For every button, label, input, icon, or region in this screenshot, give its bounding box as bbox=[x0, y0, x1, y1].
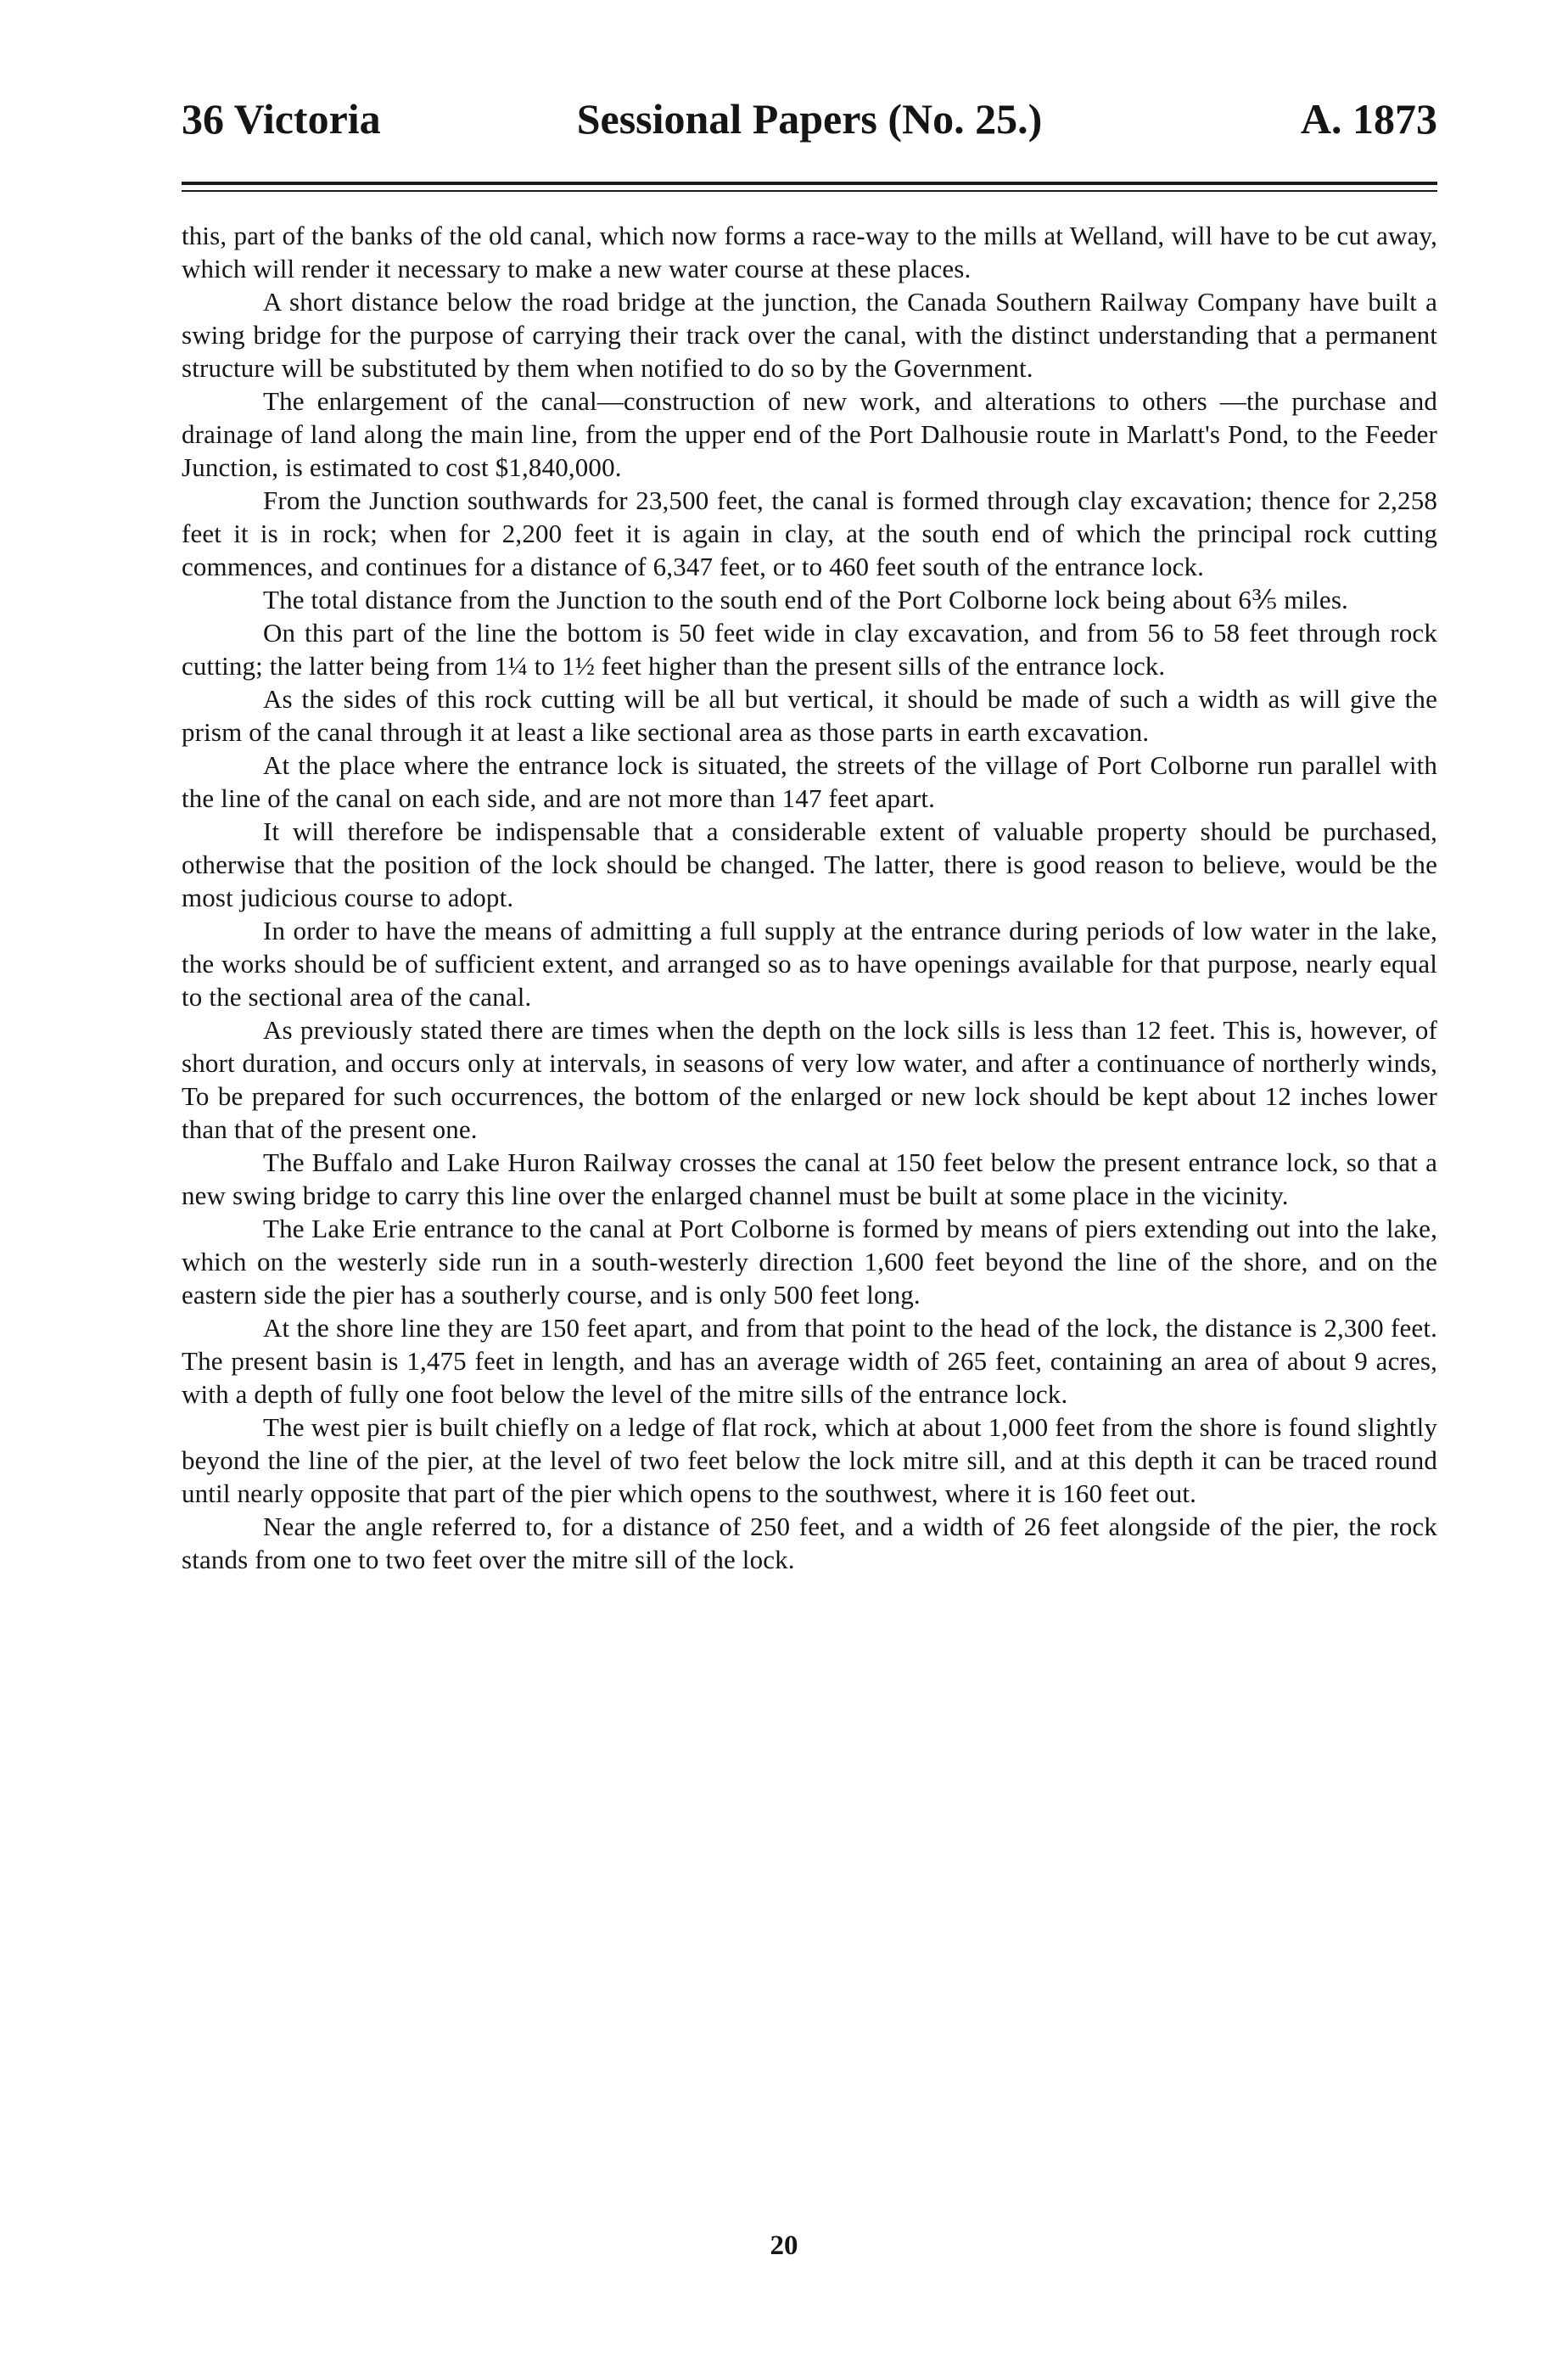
body-text bbox=[182, 219, 1437, 1576]
paragraph: The Buffalo and Lake Huron Railway crosses the canal at 150 feet below the present entrance lock, so that a new swing bridge to carry this line over the enlarged channel must be built at some place in the vicinity. bbox=[182, 1147, 1437, 1210]
paragraph: As previously stated there are times when the depth on the lock sills is less than 12 feet. This is, however, of short duration, and occurs only at intervals, in seasons of very low water, and after a continuance of northerly winds, To be prepared for such occurrences, the bottom of the enlarged or new lock should be kept about 12 inches lower than that of the present one. bbox=[182, 1015, 1437, 1144]
paragraph: At the shore line they are 150 feet apart, and from that point to the head of the lock, the distance is 2,300 feet. The present basin is 1,475 feet in length, and has an average width of 265 feet, containing an area of about 9 acres, with a depth of fully one foot below the level of the mitre sills of the entrance lock. bbox=[182, 1313, 1437, 1409]
paragraph: Near the angle referred to, for a distance of 250 feet, and a width of 26 feet alongside of the pier, the rock stands from one to two feet over the mitre sill of the lock. bbox=[182, 1512, 1437, 1574]
paragraph: In order to have the means of admitting a full supply at the entrance during periods of low water in the lake, the works should be of sufficient extent, and arranged so as to have openings available for that purpose, nearly equal to the sectional area of the canal. bbox=[182, 916, 1437, 1012]
header-rule-thin bbox=[182, 190, 1437, 192]
paragraph: A short distance below the road bridge at the junction, the Canada Southern Railway Company have built a swing bridge for the purpose of carrying their track over the canal, with the distinct understanding that a permanent structure will be substituted by them when notified to do so by the Government. bbox=[182, 287, 1437, 383]
paragraph: As the sides of this rock cutting will be all but vertical, it should be made of such a width as will give the prism of the canal through it at least a like sectional area as those parts in earth excavation. bbox=[182, 684, 1437, 747]
paragraph: The total distance from the Junction to the south end of the Port Colborne lock being about 6⅗ miles. bbox=[263, 585, 1348, 614]
paragraph: The enlargement of the canal—construction of new work, and alterations to others —the purchase and drainage of land along the main line, from the upper end of the Port Dalhousie route in Marlatt's Pond, to the Feeder Junction, is estimated to cost $1,840,000. bbox=[182, 386, 1437, 482]
paragraph: At the place where the entrance lock is situated, the streets of the village of Port Colborne run parallel with the line of the canal on each side, and are not more than 147 feet apart. bbox=[182, 750, 1437, 813]
paragraph: It will therefore be indispensable that a considerable extent of valuable property should be purchased, otherwise that the position of the lock should be changed. The latter, there is good reason to believe, would be the most judicious course to adopt. bbox=[182, 816, 1437, 912]
page-number: 20 bbox=[770, 2230, 798, 2261]
running-header bbox=[182, 85, 1437, 153]
paragraph: From the Junction southwards for 23,500 feet, the canal is formed through clay excavation; thence for 2,258 feet it is in rock; when for 2,200 feet it is again in clay, at the south end of which the principal rock cutting commences, and continues for a distance of 6,347 feet, or to 460 feet south of the entrance lock. bbox=[182, 485, 1437, 581]
header-volume: 36 Victoria bbox=[182, 95, 381, 143]
paragraph: this, part of the banks of the old canal, which now forms a race-way to the mills at Welland, will have to be cut away, which will render it necessary to make a new water course at these places. bbox=[182, 221, 1437, 283]
header-year: A. 1873 bbox=[1300, 95, 1437, 143]
paragraph: The Lake Erie entrance to the canal at Port Colborne is formed by means of piers extending out into the lake, which on the westerly side run in a south-westerly direction 1,600 feet beyond the line of the shore, and on the eastern side the pier has a southerly course, and is only 500 feet long. bbox=[182, 1214, 1437, 1310]
paragraph: On this part of the line the bottom is 50 feet wide in clay excavation, and from 56 to 58 feet through rock cutting; the latter being from 1¼ to 1½ feet higher than the present sills of the entrance lock. bbox=[182, 618, 1437, 681]
header-rule-thick bbox=[182, 182, 1437, 185]
paragraph: The west pier is built chiefly on a ledge of flat rock, which at about 1,000 feet from the shore is found slightly beyond the line of the pier, at the level of two feet below the lock mitre sill, and at this depth it can be traced round until nearly opposite that part of the pier which opens to the southwest, where it is 160 feet out. bbox=[182, 1412, 1437, 1508]
header-title: Sessional Papers (No. 25.) bbox=[576, 95, 1043, 143]
